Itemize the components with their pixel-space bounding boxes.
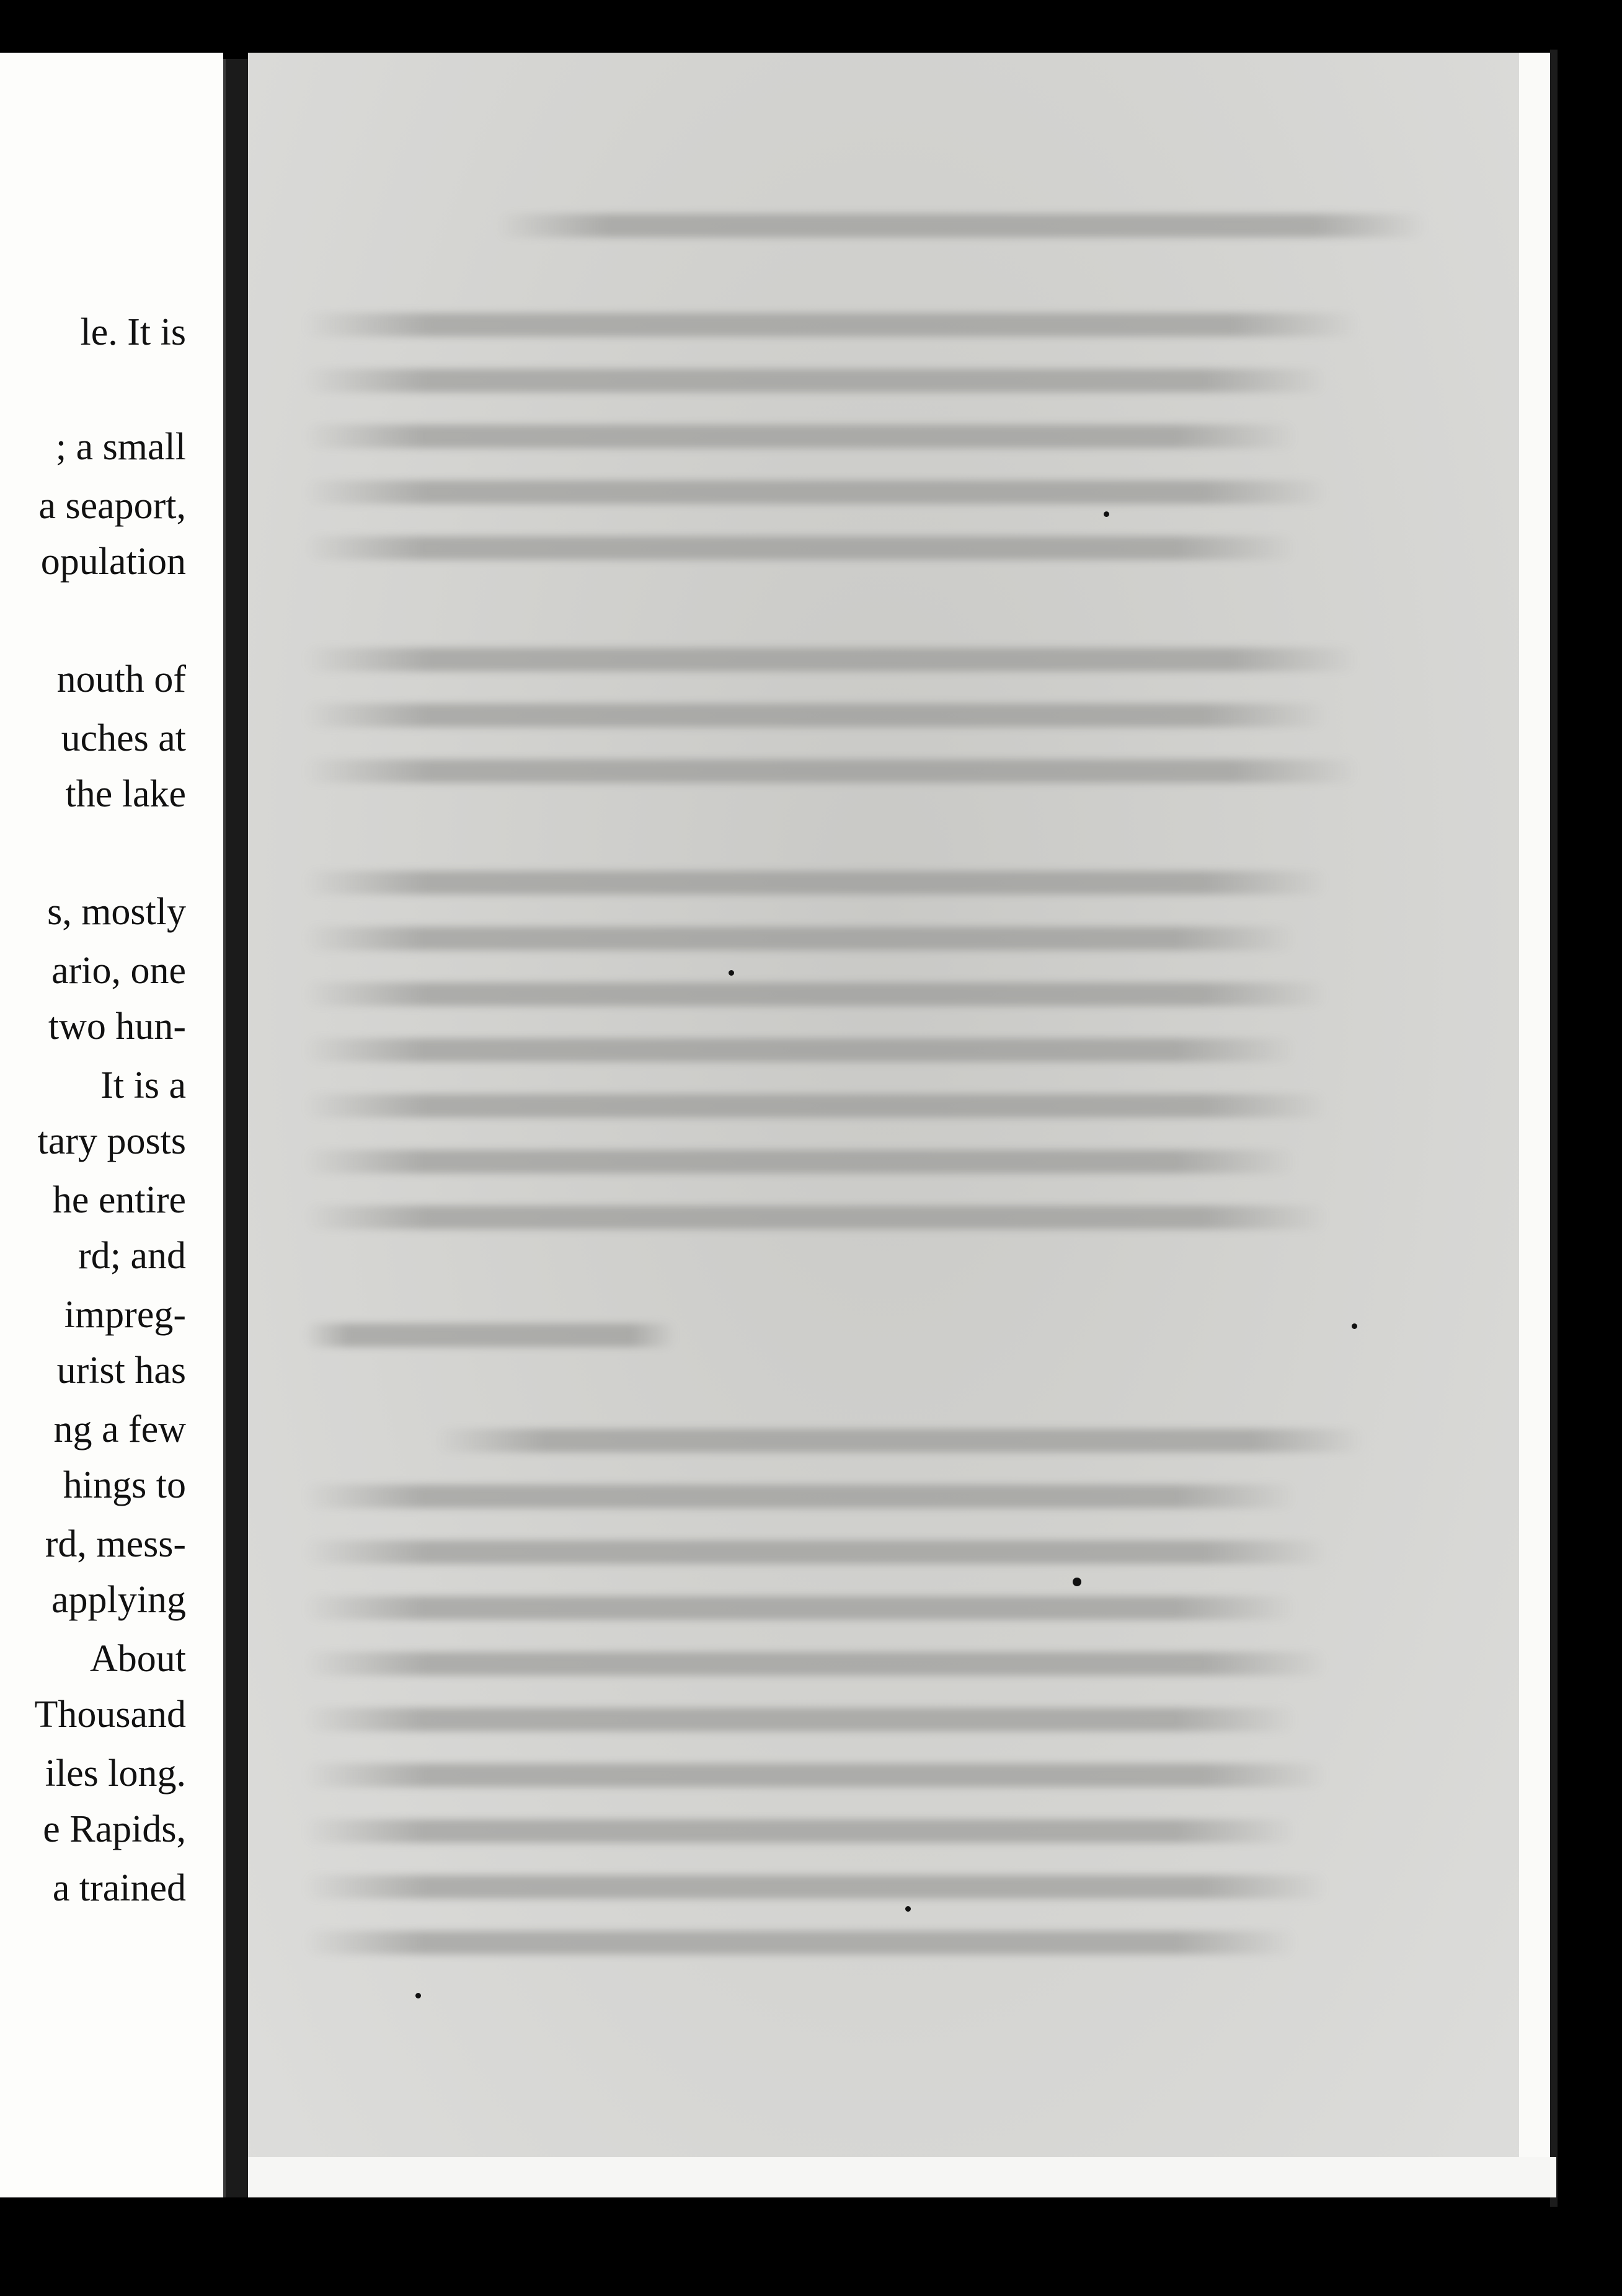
left-line: It is a (100, 1064, 186, 1106)
ink-speck (1104, 511, 1109, 517)
show-through-band (304, 1708, 1296, 1731)
book-gutter (223, 59, 250, 2197)
left-line: the lake (65, 773, 186, 815)
left-line: a trained (52, 1867, 186, 1909)
left-line: a seaport, (38, 485, 186, 527)
show-through-band (304, 313, 1358, 337)
show-through-band (304, 1485, 1296, 1508)
show-through-band (304, 1931, 1296, 1954)
left-line: opulation (40, 541, 186, 583)
left-line: About (90, 1638, 186, 1680)
left-line: Thousand (34, 1693, 186, 1736)
show-through-band (304, 759, 1358, 783)
left-line: iles long. (45, 1752, 186, 1795)
left-line: urist has (56, 1349, 186, 1392)
ink-speck (415, 1993, 421, 1998)
show-through-band (304, 1819, 1296, 1843)
left-line: le. It is (80, 311, 186, 353)
left-line: impreg- (64, 1294, 186, 1336)
left-line: ; a small (55, 426, 186, 468)
outer-page-edge (1550, 50, 1558, 2207)
show-through-band (496, 214, 1426, 237)
show-through-band (304, 704, 1327, 727)
left-line: he entire (52, 1179, 186, 1221)
left-line: ario, one (51, 950, 186, 992)
show-through-band (304, 369, 1327, 392)
show-through-band (304, 1596, 1296, 1620)
left-line: two hun- (48, 1005, 186, 1048)
show-through-band (304, 1094, 1327, 1118)
left-line: hings to (63, 1464, 186, 1506)
show-through-band (304, 982, 1327, 1006)
show-through-band (304, 480, 1327, 504)
ink-speck (1073, 1578, 1081, 1586)
left-line: tary posts (37, 1120, 186, 1162)
show-through-band (304, 927, 1296, 950)
left-line: ng a few (53, 1408, 186, 1450)
show-through-band (304, 1875, 1327, 1899)
show-through-band (304, 1652, 1327, 1676)
show-through-band (304, 1150, 1296, 1173)
show-through-band (304, 536, 1296, 560)
left-line: rd; and (78, 1235, 186, 1277)
ink-speck (1352, 1323, 1357, 1329)
left-line: uches at (61, 717, 186, 759)
show-through-band (304, 425, 1296, 448)
show-through-band (304, 1038, 1296, 1062)
show-through-band (304, 1764, 1327, 1787)
show-through-band (304, 871, 1327, 894)
ink-speck (729, 970, 734, 976)
left-page (0, 53, 223, 2197)
left-line: s, mostly (47, 891, 186, 933)
show-through-band (304, 648, 1358, 671)
left-line: e Rapids, (43, 1808, 186, 1850)
left-line: applying (51, 1579, 186, 1621)
show-through-band (304, 1206, 1327, 1229)
bottom-page-edge (248, 2157, 1556, 2197)
right-page-blank (248, 53, 1519, 2197)
ink-speck (905, 1906, 911, 1912)
show-through-band (304, 1540, 1327, 1564)
left-line: nouth of (56, 658, 186, 700)
show-through-band (304, 1323, 676, 1347)
show-through-band (434, 1429, 1364, 1452)
left-line: rd, mess- (45, 1523, 186, 1565)
